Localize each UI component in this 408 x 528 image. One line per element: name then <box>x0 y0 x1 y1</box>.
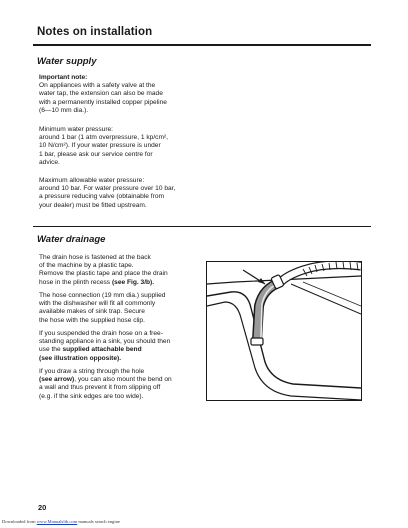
counter-edge <box>291 284 361 314</box>
hose-connection-paragraph <box>39 292 211 325</box>
drain-bend-drawing <box>207 262 361 400</box>
sink-inner-edge <box>207 292 361 388</box>
sink-outer-edge <box>207 302 361 400</box>
note-line: with a permanently installed copper pipeline <box>39 98 167 106</box>
min-pressure-line: around 1 bar (1 atm overpressure, 1 kp/cm², <box>39 134 168 142</box>
drain-line-text: hose in the plinth recess <box>39 278 112 286</box>
drain-line: The drain hose is fastened at the back <box>39 254 151 261</box>
important-note-paragraph <box>39 74 339 115</box>
illustration-reference: (see illustration opposite). <box>39 354 122 362</box>
max-pressure-line: Maximum allowable water pressure: <box>39 177 145 184</box>
drain-bend-illustration <box>206 261 362 401</box>
drain-hose-inner <box>279 265 361 284</box>
connection-line: available makes of sink trap. Secure <box>39 308 145 316</box>
suspended-line-text: use the <box>39 346 63 354</box>
min-pressure-line: advice. <box>39 158 60 166</box>
min-pressure-line: Minimum water pressure: <box>39 126 114 133</box>
string-line: (e.g. if the sink edges are too wide). <box>39 392 144 400</box>
maximum-pressure-paragraph <box>39 177 339 210</box>
drain-hose-paragraph <box>39 254 211 287</box>
string-line-text: , you can also mount the bend on <box>74 376 172 384</box>
note-line: (6—10 mm dia.). <box>39 106 89 114</box>
max-pressure-line: a pressure reducing valve (obtainable from <box>39 193 164 201</box>
section-rule <box>33 226 371 227</box>
attachable-bend-label: supplied attachable bend <box>62 346 142 354</box>
min-pressure-line: 10 N/cm²). If your water pressure is under <box>39 142 161 150</box>
footer-prefix: Downloaded from <box>2 519 37 524</box>
suspended-hose-paragraph <box>39 330 211 363</box>
string-line: If you draw a string through the hole <box>39 368 145 375</box>
arrow-reference: (see arrow) <box>39 376 75 384</box>
water-supply-heading: Water supply <box>37 56 97 67</box>
connection-line: the hose with the supplied hose clip. <box>39 316 145 324</box>
drain-line <box>39 279 211 287</box>
water-drainage-heading: Water drainage <box>37 234 106 245</box>
bend-outlet <box>251 338 263 345</box>
drain-line: of the machine by a plastic tape. <box>39 262 134 270</box>
note-line: water tap, the extension can also be made <box>39 90 163 98</box>
page-title: Notes on installation <box>37 26 153 38</box>
suspended-line: If you suspended the drain hose on a free- <box>39 330 163 337</box>
counter-edge-2 <box>303 282 361 306</box>
suspended-line: standing appliance in a sink, you should then <box>39 338 171 346</box>
drain-line: Remove the plastic tape and place the drain <box>39 270 168 278</box>
suspended-line <box>39 346 211 354</box>
string-line: a wall and thus prevent it from slipping off <box>39 384 161 392</box>
important-note-label: Important note: <box>39 74 88 81</box>
string-line <box>39 376 211 384</box>
min-pressure-line: 1 bar, please ask our service centre for <box>39 150 153 158</box>
footer-link[interactable]: www.Manualslib.com <box>36 519 78 524</box>
max-pressure-line: around 10 bar. For water pressure over 10 bar, <box>39 185 176 193</box>
download-footer <box>2 519 120 524</box>
page-number: 20 <box>38 503 47 512</box>
fig-reference: (see Fig. 3/b). <box>111 278 155 286</box>
note-line: On appliances with a safety valve at the <box>39 82 156 90</box>
title-rule <box>33 44 371 46</box>
string-mount-paragraph <box>39 368 211 401</box>
footer-suffix: manuals search engine <box>77 519 120 524</box>
connection-line: with the dishwasher will fit all commonly <box>39 300 156 308</box>
minimum-pressure-paragraph <box>39 126 339 167</box>
max-pressure-line: your dealer) must be fitted upstream. <box>39 201 147 209</box>
connection-line: The hose connection (19 mm dia.) supplied <box>39 292 166 299</box>
